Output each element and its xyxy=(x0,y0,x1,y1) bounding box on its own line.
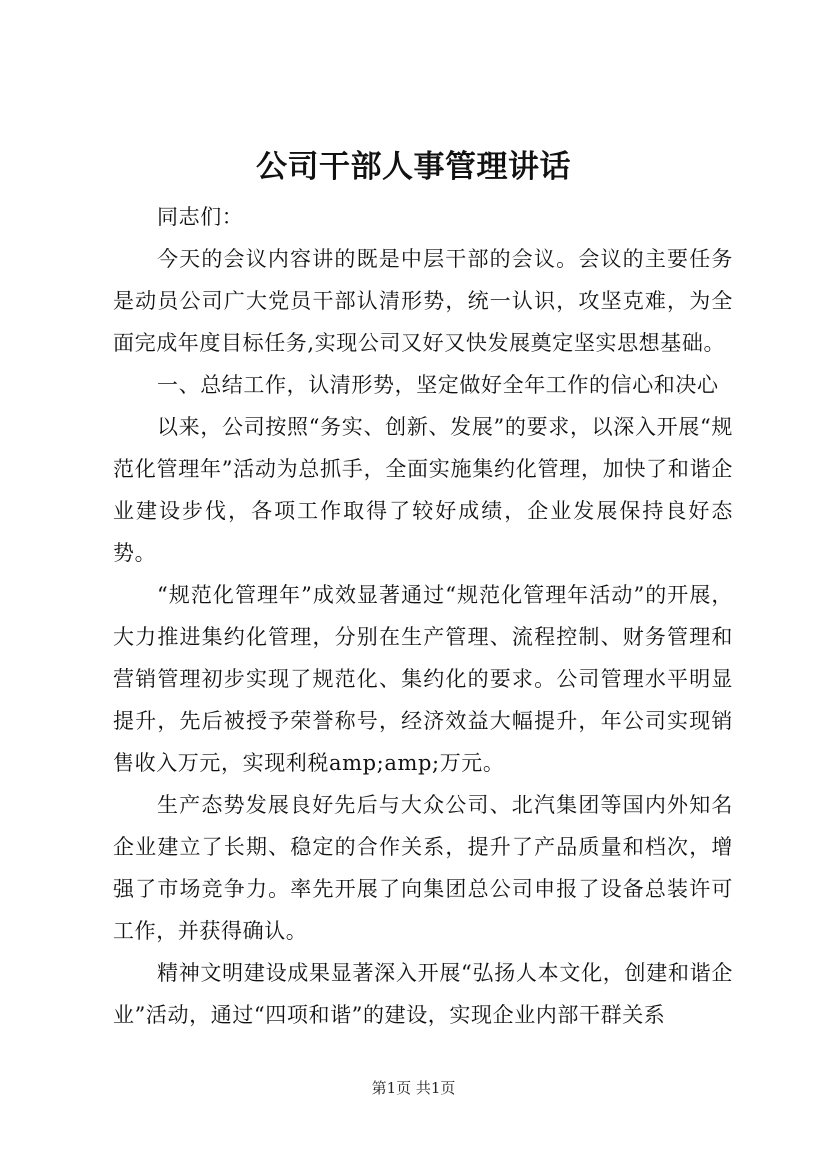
summary-paragraph: 以来，公司按照“务实、创新、发展”的要求，以深入开展“规范化管理年”活动为总抓手，全面实施集约化管理，加快了和谐企业建设步伐，各项工作取得了较好成绩，企业发展保持良好态势。 xyxy=(113,415,733,565)
document-title: 公司干部人事管理讲话 xyxy=(256,149,571,185)
page-footer: 第1页 共1页 xyxy=(371,1079,456,1097)
document-body xyxy=(113,196,733,1036)
production-paragraph: 生产态势发展良好先后与大众公司、北汽集团等国内外知名企业建立了长期、稳定的合作关系，提升了产品质量和档次，增强了市场竞争力。率先开展了向集团总公司申报了设备总装许可工作，并获得确认。 xyxy=(113,793,733,943)
intro-paragraph: 今天的会议内容讲的既是中层干部的会议。会议的主要任务是动员公司广大党员干部认清形势，统一认识，攻坚克难，为全面完成年度目标任务,实现公司又好又快发展奠定坚实思想基础。 xyxy=(113,247,733,355)
salutation-paragraph: 同志们： xyxy=(157,205,244,229)
management-paragraph: “规范化管理年”成效显著通过“规范化管理年活动”的开展，大力推进集约化管理，分别在生产管理、流程控制、财务管理和营销管理初步实现了规范化、集约化的要求。公司管理水平明显提升，先后被授予荣誉称号，经济效益大幅提升，年公司实现销售收入万元，实现利税amp;amp;万元。 xyxy=(113,583,733,775)
section-heading-paragraph: 一、总结工作，认清形势，坚定做好全年工作的信心和决心 xyxy=(157,373,719,397)
culture-paragraph: 精神文明建设成果显著深入开展“弘扬人本文化，创建和谐企业”活动，通过“四项和谐”的建设，实现企业内部干群关系 xyxy=(113,961,733,1027)
